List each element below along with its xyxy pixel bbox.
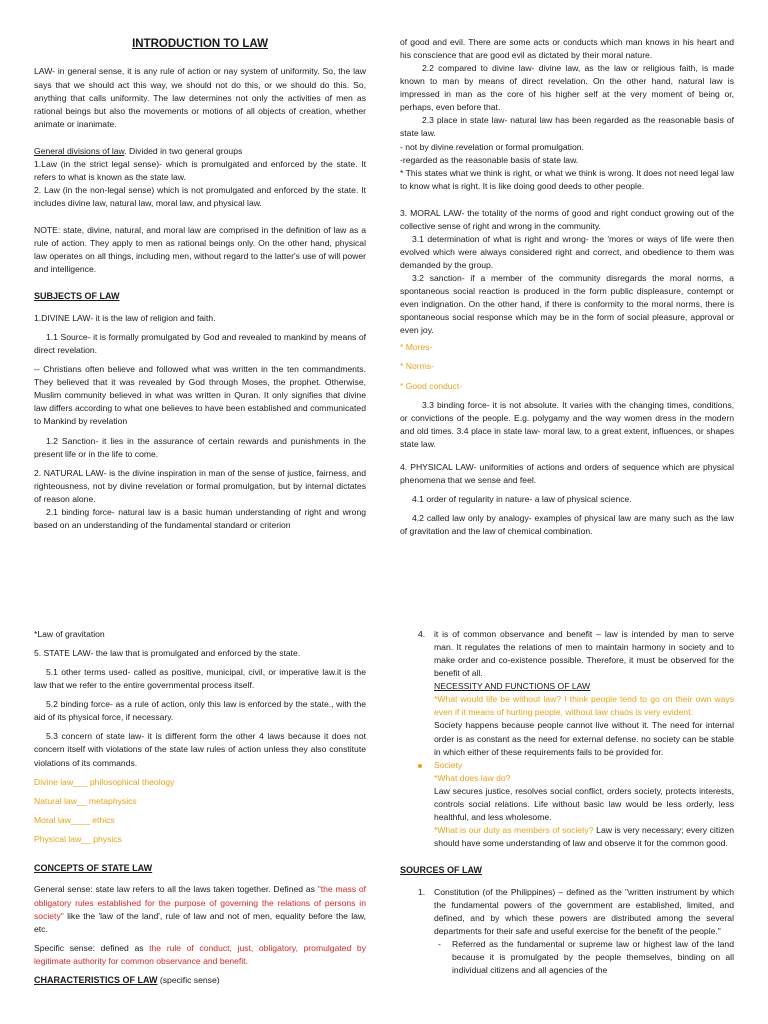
document-title: INTRODUCTION TO LAW	[132, 38, 268, 50]
map-physical: Physical law__ physics	[34, 833, 122, 844]
specific-sense	[34, 942, 366, 968]
characteristic-item-4	[400, 628, 734, 680]
divine-sanction: 1.2 Sanction- it lies in the assurance of certain rewards and punishments in the present life or in the life to come.	[34, 435, 366, 459]
moral-binding-force: 3.3 binding force- it is not absolute. It varies with the changing times, conditions, or convictions of the people. E.g. polygamy and the way women dress in the modern and old times. 3.4 place in state law- moral law, to a great extent, influences, or shapes state law.	[400, 399, 734, 449]
general-sense-post: like the 'law of the land', rule of law and not of men, equality before the law, etc.	[34, 910, 366, 934]
question-what-law-does: *What does law do?	[434, 772, 511, 783]
general-sense	[34, 883, 366, 935]
divisions-line	[34, 145, 366, 158]
map-natural: Natural law__ metaphysics	[34, 795, 137, 806]
natural-note-a: - not by divine revelation or formal promulgation.	[400, 141, 584, 152]
source-number: 1.	[418, 886, 426, 897]
specific-sense-definition: the rule of conduct, just, obligatory, promulgated by legitimate authority for common observance and benefit.	[34, 942, 366, 966]
general-sense-pre: General sense: state law refers to all the laws taken together. Defined as	[34, 884, 318, 895]
sources-heading: SOURCES OF LAW	[400, 865, 483, 876]
characteristics-tail: (specific sense)	[157, 974, 220, 985]
natural-binding-force: 2.1 binding force- natural law is a basic human understanding of right and wrong based on an understanding of the fundamental standard or criterion	[34, 506, 366, 530]
division-2: 2. Law (in the non-legal sense) which is not promulgated and enforced by the state. It includes divine law, natural law, moral law, and physical law.	[34, 184, 366, 209]
christians-paragraph: -- Christians often believe and followed what was written in the ten commandments. They believed that it was revealed by God through Moses, the prophet. Otherwise, Muslim community believed in what was written in Quran. It only signifies that divine law differs according to what one believes to have been established and communicated to Mankind by revelation	[34, 364, 366, 427]
society-text: Society happens because people cannot live without it. The need for internal order is as constant as the need for external defense. no society can be stable in which either of these requirements fails to be provided for.	[434, 720, 734, 757]
physical-law: 4. PHYSICAL LAW- uniformities of actions and orders of sequence which are physical phenomena that we sense and feel.	[400, 461, 734, 485]
necessity-heading: NECESSITY AND FUNCTIONS OF LAW	[434, 681, 591, 692]
necessity-block	[400, 680, 734, 758]
document-page-2	[0, 622, 768, 1024]
law-definition: LAW- in general sense, it is any rule of action or nay system of uniformity. So, the law says that we should act this way, we should not do this, or we should do this. So, anything that calls uniformity. The law determines not only the activities of men as rational beings but also the movements or motions of all objects of creation, whether animate or inanimate.	[34, 66, 366, 129]
physical-order: 4.1 order of regularity in nature- a law of physical science.	[412, 493, 632, 504]
map-divine: Divine law___ philosophical theology	[34, 776, 175, 787]
item-text: it is of common observance and benefit – law is intended by man to serve man. It regulates the relations of men to maintain harmony in society and to make order and co-existence possible. Therefore, it must be observed for the benefit of all.	[434, 629, 734, 679]
item-number: 4.	[418, 629, 426, 639]
page2-right-column	[400, 628, 734, 977]
divisions-tail: . Divided in two general groups	[124, 145, 243, 156]
bullet-dot-icon	[418, 764, 422, 768]
natural-compared: 2.2 compared to divine law- divine law, as the law or religious faith, is made known to man by means of direct revelation. On the other hand, natural law is impressed in man as the core of his higher self at the very moment of being or, perhaps, even before that.	[400, 63, 734, 113]
natural-law: 2. NATURAL LAW- is the divine inspiration in man of the sense of justice, fairness, and righteousness, not by divine revelation or formal promulgation, but by internal dictates of reason alone.	[34, 467, 366, 504]
source-item-1	[400, 886, 734, 938]
good-conduct-label: * Good conduct-	[400, 380, 463, 391]
divine-source: 1.1 Source- it is formally promulgated by God and revealed to mankind by means of direct revelation.	[34, 332, 366, 356]
characteristics-line	[34, 974, 366, 988]
natural-place: 2.3 place in state law- natural law has been regarded as the reasonable basis of state law.	[400, 115, 734, 139]
map-moral: Moral law____ ethics	[34, 814, 115, 825]
divisions-heading: General divisions of law	[34, 145, 125, 156]
natural-note-c: * This states what we think is right, or what we think is wrong. It does not need legal law to know what is right. It is like doing good deeds to other people.	[400, 167, 734, 191]
society-bullet-item	[400, 759, 734, 850]
page1-right-column	[400, 36, 734, 544]
concepts-heading: CONCEPTS OF STATE LAW	[34, 862, 153, 873]
duty-text: Law is very necessary; every citizen should have some understanding of law and observe it for the common good.	[434, 824, 734, 848]
state-concern: 5.3 concern of state law- it is different form the other 4 laws because it does not concern itself with violations of the state law rules of action unless they also constitute violations of its commands.	[34, 731, 366, 768]
state-binding-force: 5.2 binding force- as a rule of action, only this law is enforced by the state., with the aid of its physical force, if necessary.	[34, 699, 366, 723]
state-other-terms: 5.1 other terms used- called as positive, municipal, civil, or imperative law.it is the law that we refer to the entire governmental process itself.	[34, 667, 366, 691]
question-duty: *What is our duty as members of society?	[434, 824, 594, 835]
source-subitem	[400, 938, 734, 977]
general-sense-definition: "the mass of obligatory rules established for the purpose of governing the relations of persons in society"	[34, 884, 366, 921]
characteristics-heading: CHARACTERISTICS OF LAW	[34, 974, 158, 985]
physical-analogy: 4.2 called law only by analogy- examples of physical law are many such as the law of gravitation and the law of chemical combination.	[400, 513, 734, 537]
norms-label: * Norms-	[400, 361, 434, 372]
natural-continued: of good and evil. There are some acts or conducts which man knows in his heart and his conscience that are good evil as dictated by their moral nature.	[400, 37, 734, 61]
question-life-without-law: *What would life be without law? I think people tend to go on their own ways even if it means of hurting people, without law chaos is very evident.	[434, 694, 734, 718]
note-paragraph: NOTE: state, divine, natural, and moral law are comprised in the definition of law as a rule of action. They apply to men as rational beings only. On the other hand, physical law operates on all things, including men, without regard to the latter's use of will power and intelligence.	[34, 225, 366, 275]
duty-paragraph	[434, 824, 734, 850]
page2-left-column	[34, 628, 366, 994]
divine-law: 1.DIVINE LAW- it is the law of religion and faith.	[34, 313, 216, 324]
moral-law: 3. MORAL LAW- the totality of the norms of good and right conduct growing out of the collective sense of right and wrong in the community.	[400, 207, 734, 231]
mores-label: * Mores-	[400, 342, 433, 353]
society-bullet: Society	[434, 759, 463, 770]
page1-left-column	[34, 36, 366, 538]
dash-marker: -	[438, 938, 441, 949]
natural-note-b: -regarded as the reasonable basis of state law.	[400, 154, 579, 165]
law-of-gravitation: *Law of gravitation	[34, 629, 105, 639]
law-does-text: Law secures justice, resolves social conflict, orders society, protects interests, controls social relations. Life without basic law would be less orderly, less healthful, and less wholesome.	[434, 785, 734, 822]
state-law: 5. STATE LAW- the law that is promulgated and enforced by the state.	[34, 648, 301, 659]
moral-determination: 3.1 determination of what is right and wrong- the 'mores or ways of life were then evolved which were always considered right and correct, and obedience to them was demanded by the group.	[400, 233, 734, 270]
subjects-heading: SUBJECTS OF LAW	[34, 291, 120, 302]
source-subitem-text: Referred as the fundamental or supreme law or highest law of the land because it is promulgated by the people themselves, binding on all individual citizens and all agencies of the	[452, 938, 734, 976]
specific-sense-pre: Specific sense: defined as	[34, 942, 150, 953]
division-1: 1.Law (in the strict legal sense)- which is promulgated and enforced by the state. It refers to what is known as the state law.	[34, 158, 366, 182]
source-text: Constitution (of the Philippines) – defined as the "written instrument by which the fundamental powers of the government are established, limited, and defined, and by which these powers are distributed among the several departments for their safe and useful exercise for the benefit of the people."	[434, 886, 734, 936]
moral-sanction: 3.2 sanction- if a member of the community disregards the moral norms, a spontaneous social reaction is produced in the form public displeasure, contempt or even indignation. On the other hand, if there is conformity to the moral norms, there is spontaneous social response which may be in the form of social pleasure, approval or even joy.	[400, 273, 734, 336]
